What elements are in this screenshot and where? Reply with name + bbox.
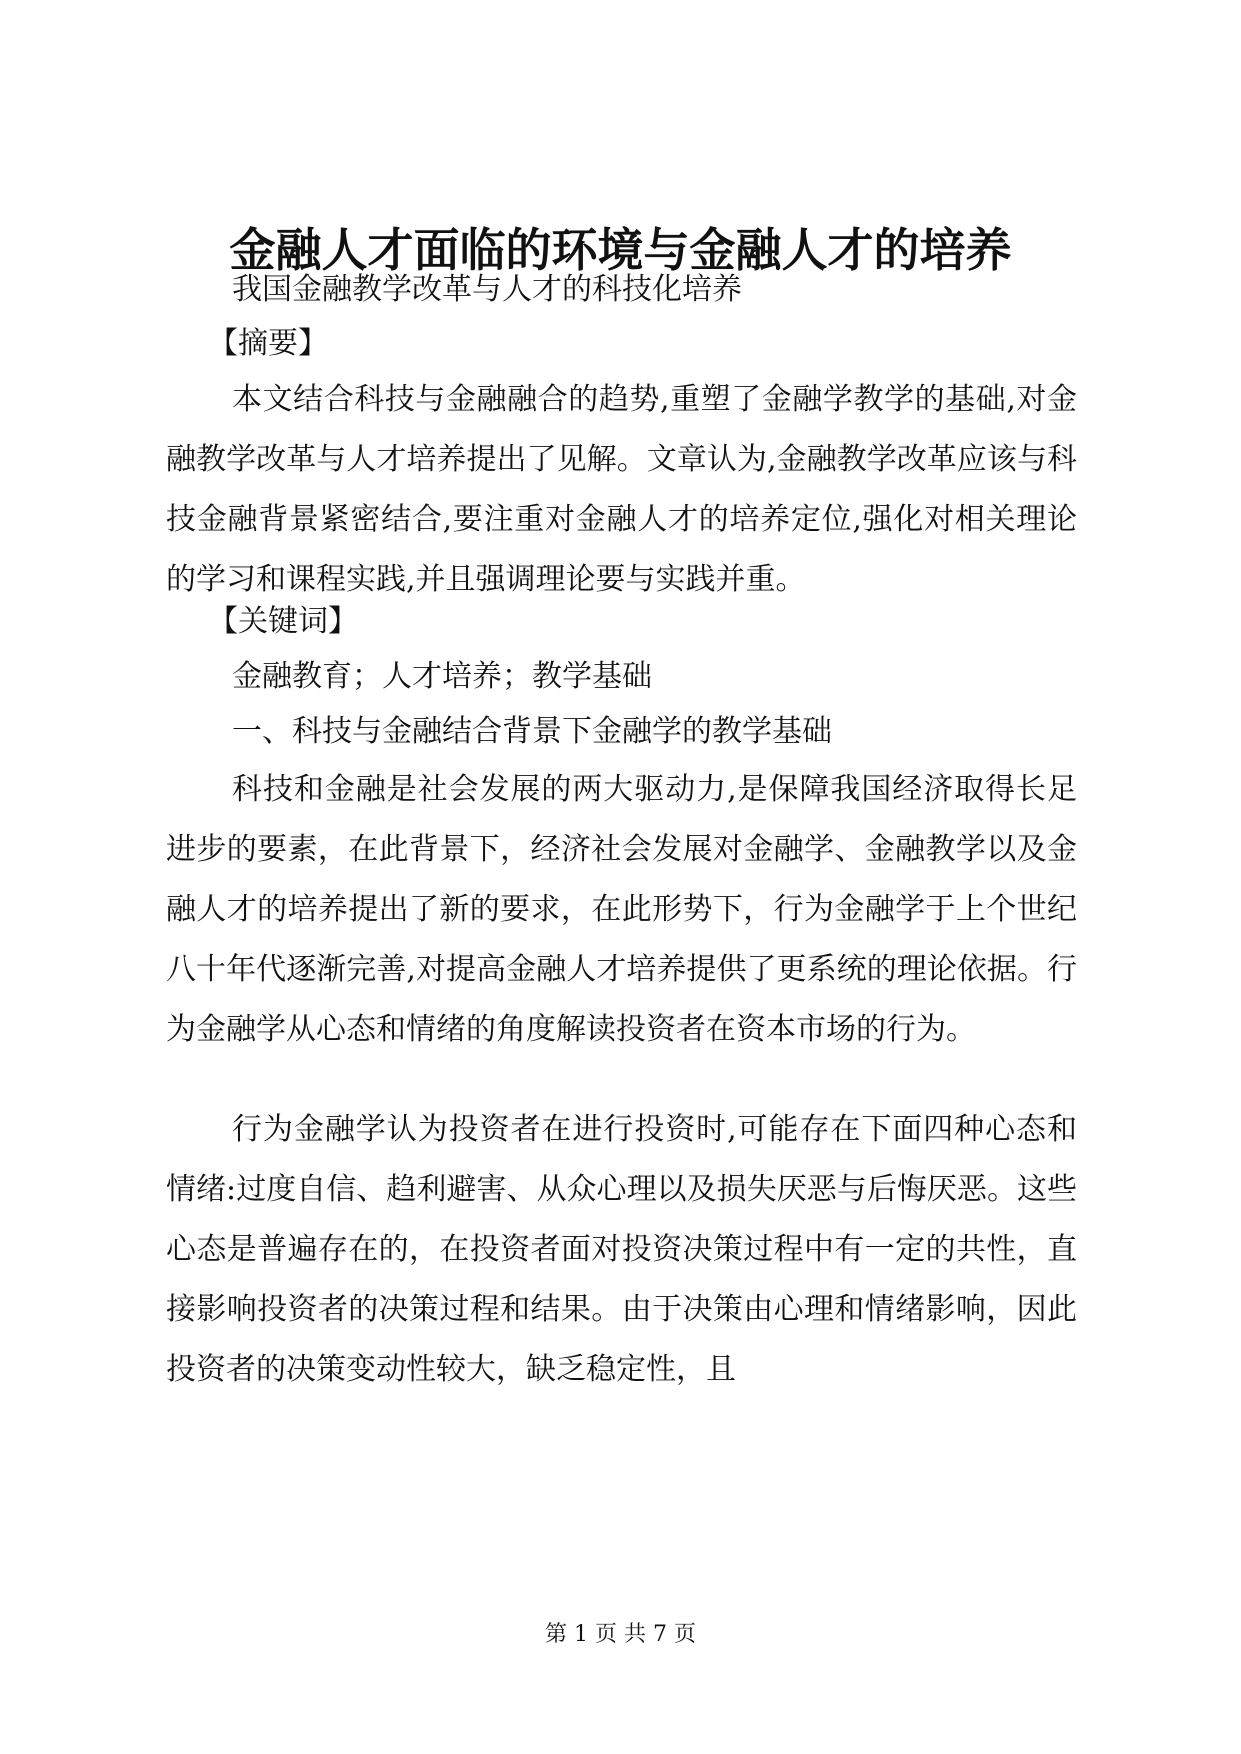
document-subtitle: 我国金融教学改革与人才的科技化培养: [232, 272, 742, 307]
section-heading: 一、科技与金融结合背景下金融学的教学基础: [232, 714, 832, 749]
keywords-heading: 【关键词】: [208, 604, 358, 639]
body-paragraph: 科技和金融是社会发展的两大驱动力,是保障我国经济取得长足进步的要素，在此背景下，经济社会发展对金融学、金融教学以及金融人才的培养提出了新的要求，在此形势下，行为金融学于上个世纪八十年代逐渐完善,对提高金融人才培养提供了更系统的理论依据。行为金融学从心态和情绪的角度解读投资者在资本市场的行为。: [166, 772, 1077, 1047]
page-footer: 第 1 页 共 7 页: [545, 1622, 696, 1647]
body-paragraph: 行为金融学认为投资者在进行投资时,可能存在下面四种心态和情绪:过度自信、趋利避害、从众心理以及损失厌恶与后悔厌恶。这些心态是普遍存在的，在投资者面对投资决策过程中有一定的共性，直接影响投资者的决策过程和结果。由于决策由心理和情绪影响，因此投资者的决策变动性较大，缺乏稳定性，且: [166, 1112, 1077, 1387]
section-body-2: [166, 1100, 1077, 1400]
section-body-1: [166, 760, 1077, 1060]
abstract-heading: 【摘要】: [208, 326, 328, 361]
document-title: 金融人才面临的环境与金融人才的培养: [229, 223, 1012, 277]
keywords-text: 金融教育；人才培养；教学基础: [232, 659, 652, 694]
abstract-paragraph: 本文结合科技与金融融合的趋势,重塑了金融学教学的基础,对金融教学改革与人才培养提出了见解。文章认为,金融教学改革应该与科技金融背景紧密结合,要注重对金融人才的培养定位,强化对相关理论的学习和课程实践,并且强调理论要与实践并重。: [166, 382, 1077, 597]
abstract-block: [166, 370, 1077, 610]
